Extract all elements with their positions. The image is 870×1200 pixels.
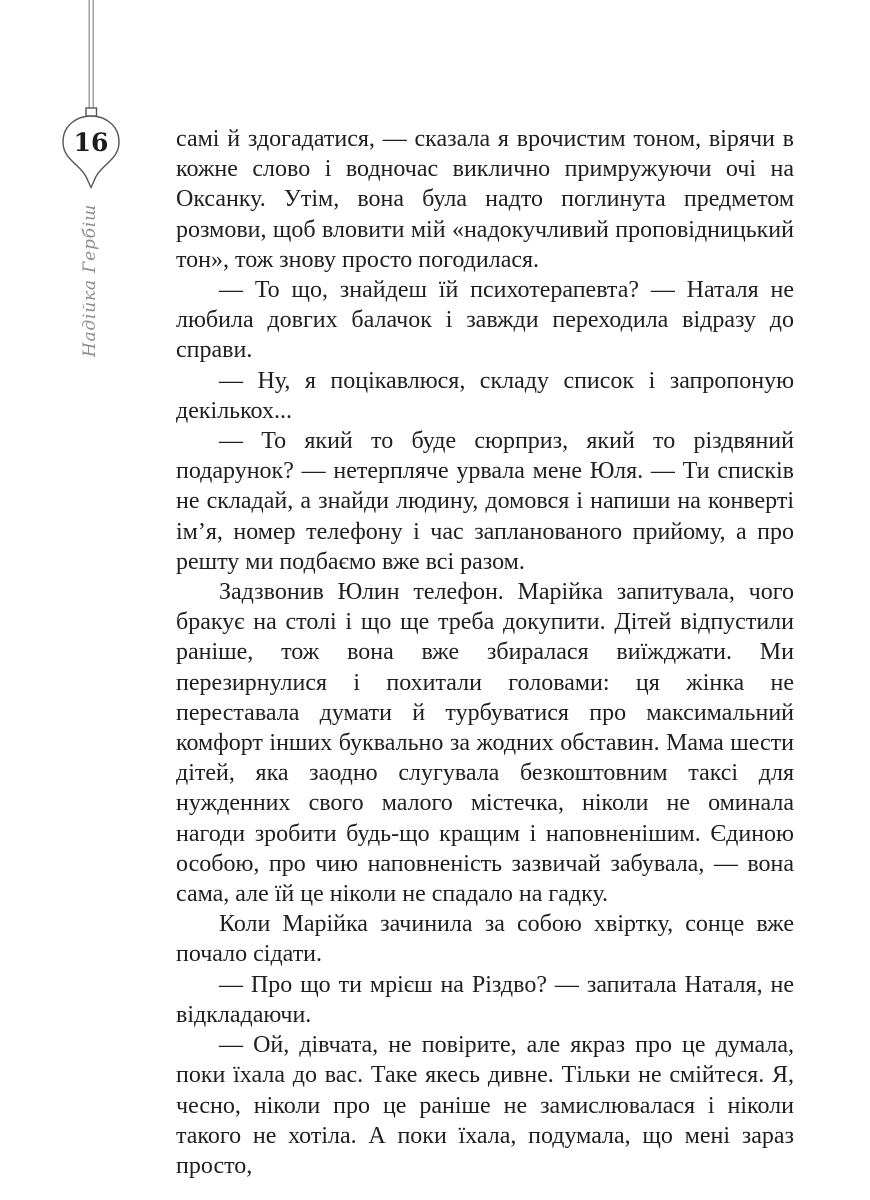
body-paragraph: — Ой, дівчата, не повірите, але якраз про це думала, поки їхала до вас. Таке якесь дивне. Тільки не смійтеся. Я, чесно, ніколи про це раніше не замислювалася і ніколи такого не хотіла. А поки їхала, подумала, що мені зараз просто, [176, 1032, 794, 1179]
ornament-icon [0, 0, 160, 200]
author-name-vertical [80, 204, 108, 358]
page-number: 16 [73, 128, 109, 157]
author-name-label: Надійка Гербіш [80, 204, 100, 358]
body-paragraph: Коли Марійка зачинила за собою хвіртку, сонце вже почало сідати. [176, 911, 794, 968]
body-text-column [176, 124, 794, 1181]
body-paragraph: — Ну, я поцікавлюся, складу список і запропоную декількох... [176, 367, 794, 424]
body-paragraph: самі й здогадатися, — сказала я врочистим тоном, вірячи в кожне слово і водночас виклично примружуючи очі на Оксанку. Утім, вона була надто поглинута предметом розмови, щоб вловити мій «надокучливий проповідницький тон», тож знову просто погодилася. [176, 126, 794, 273]
body-paragraph: — Про що ти мрієш на Різдво? — запитала Наталя, не відкладаючи. [176, 971, 794, 1028]
body-paragraph: — То який то буде сюрприз, який то різдвяний подарунок? — нетерпляче урвала мене Юля. — Ти списків не складай, а знайди людину, домовся і напиши на конверті ім’я, номер телефону і час запланованого прийому, а про решту ми подбаємо вже всі разом. [176, 428, 794, 575]
body-paragraph: — То що, знайдеш їй психотерапевта? — Наталя не любила довгих балачок і завжди переходила відразу до справи. [176, 277, 794, 364]
body-paragraph: Задзвонив Юлин телефон. Марійка запитувала, чого бракує на столі і що ще треба докупити. Дітей відпустили раніше, тож вона вже збиралася виїжджати. Ми перезирнулися і похитали головами: ця жінка не переставала думати й турбуватися про максимальний комфорт інших буквально за жодних обставин. Мама шести дітей, яка заодно слугувала безкоштовним таксі для нужденних свого малого містечка, ніколи не оминала нагоди зробити будь-що кращим і наповненішим. Єдиною особою, про чию наповненість зазвичай забувала, — вона сама, але їй це ніколи не спадало на гадку. [176, 579, 794, 908]
bauble-cap [86, 108, 97, 116]
